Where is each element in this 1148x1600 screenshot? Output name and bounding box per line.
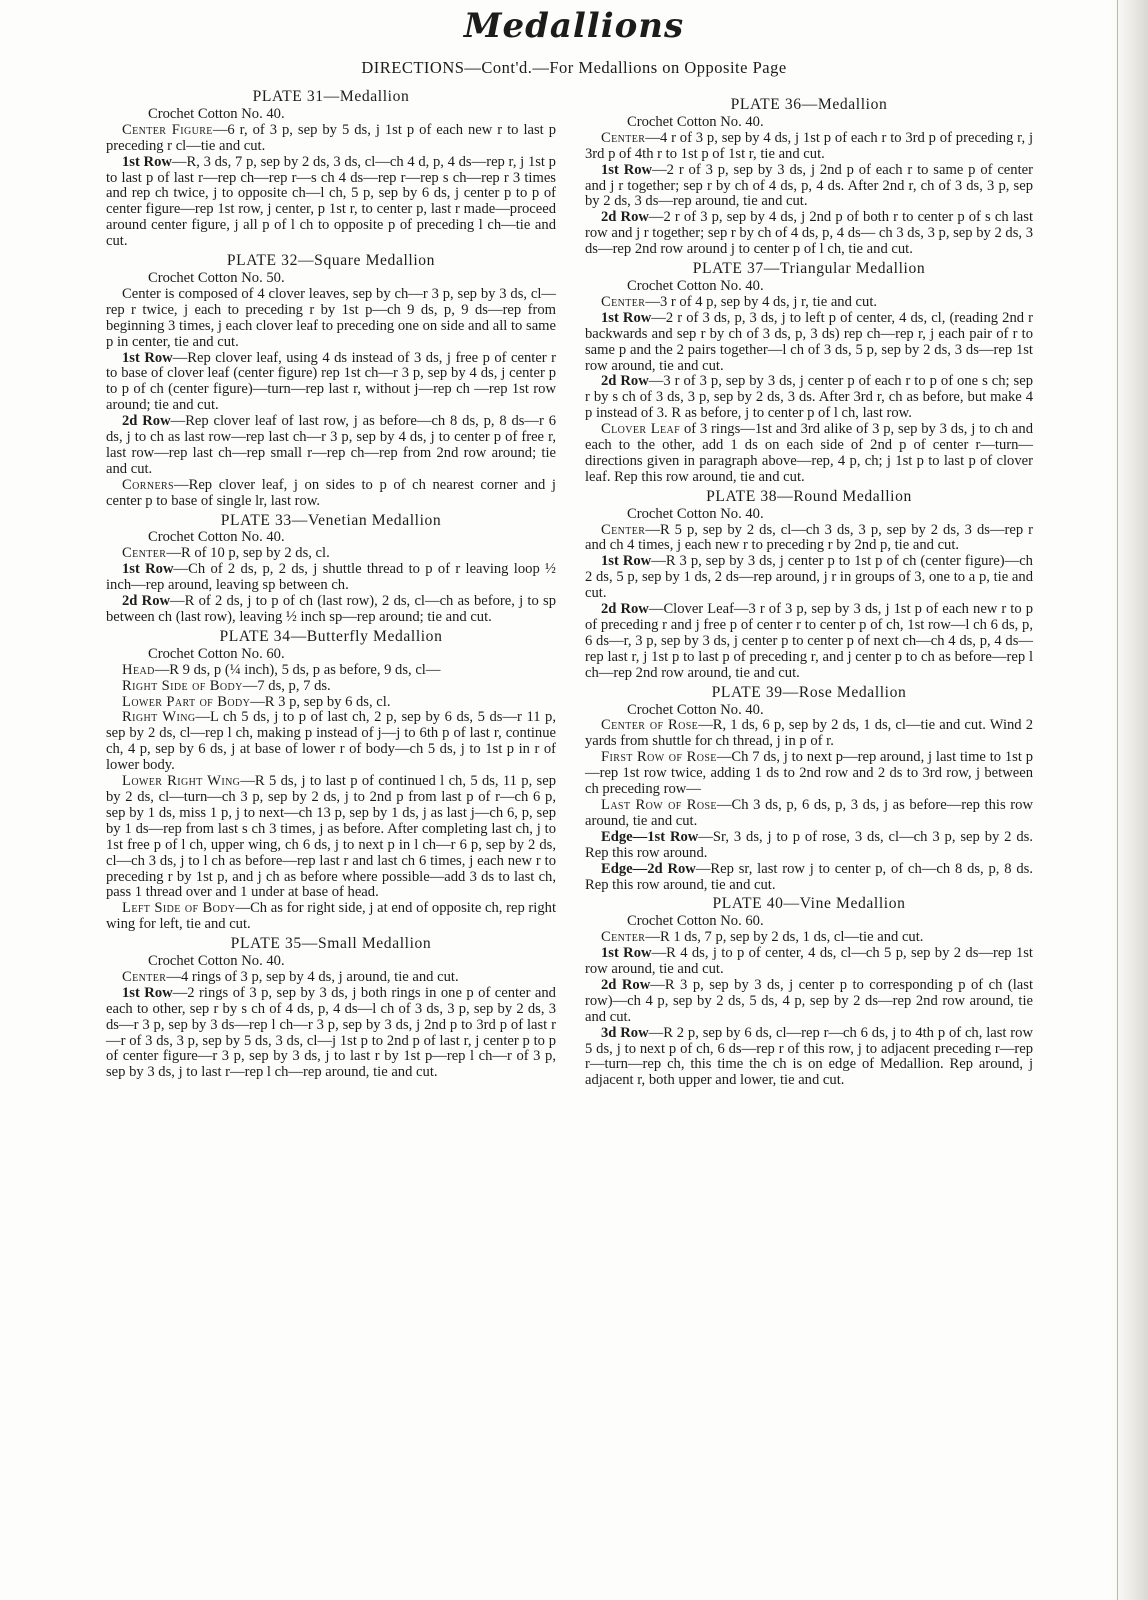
plate-section (106, 629, 556, 933)
thread-spec: Crochet Cotton No. 40. (627, 701, 764, 718)
step-text: —Rep sr, last row j to center p, of ch—ch 8 ds, p, 8 ds. Rep this row around, tie and cut. (585, 860, 1034, 893)
step-label: 1st Row (122, 984, 173, 1001)
step-label: 1st Row (601, 553, 652, 570)
instruction-paragraph (106, 663, 556, 679)
step-label: 3d Row (601, 1024, 649, 1041)
instruction-paragraph (585, 523, 1033, 555)
step-label: Center (601, 521, 646, 538)
page-title: Medallions (463, 6, 685, 46)
step-label: Edge—1st Row (601, 828, 699, 845)
plate-section (106, 89, 556, 250)
step-label: Center Figure (122, 121, 213, 138)
step-label: Right Side of Body (122, 677, 243, 694)
instruction-paragraph (585, 798, 1033, 830)
step-label: Center (601, 293, 646, 310)
instruction-paragraph (106, 986, 556, 1081)
step-label: 2d Row (601, 373, 649, 390)
step-text: —3 r of 3 p, sep by 3 ds, j center p of each r to p of one s ch; sep r by s ch of 3 ds, 3 p, sep by 2 ds, 3 ds. After 3rd r, ch as before, but make 4 p instead of 3. R as before, j to center p of l ch, last row. (585, 373, 1034, 422)
plate-section (585, 97, 1033, 258)
plate-title: PLATE 36—Medallion (730, 96, 888, 113)
step-text: —2 r of 3 ds, p, 3 ds, j to left p of center, 4 ds, cl, (reading 2nd r backwards and sep r by ch of 3 ds, p, 3 ds) rep ch—rep r, j each pair of r to same p and the 2 pairs together—l ch of 3 ds, 5 p, sep by 2 ds, 3 ds—rep 1st row around, tie and cut. (585, 309, 1033, 374)
step-text: —R 1 ds, 7 p, sep by 2 ds, 1 ds, cl—tie and cut. (645, 929, 924, 946)
step-text: —4 r of 3 p, sep by 4 ds, j 1st p of each r to 3rd p of preceding r, j 3rd p of 4th r to 1st p of 1st r, tie and cut. (585, 129, 1033, 162)
left-column (106, 86, 556, 1082)
instruction-paragraph (585, 718, 1033, 750)
instruction-paragraph (106, 901, 556, 933)
step-label: 1st Row (601, 945, 652, 962)
step-label: Last Row of Rose (601, 796, 717, 813)
instruction-paragraph (585, 295, 1033, 311)
instruction-paragraph (106, 970, 556, 986)
step-text: —Ch of 2 ds, p, 2 ds, j shuttle thread to p of r leaving loop ½ inch—rep around, leaving sp between ch. (106, 561, 556, 594)
step-text: —6 r, of 3 p, sep by 5 ds, j 1st p of each new r to last p preceding r cl—tie and cut. (106, 121, 557, 154)
step-label: Edge—2d Row (601, 860, 696, 877)
plate-title: PLATE 38—Round Medallion (706, 487, 912, 505)
instruction-paragraph (106, 774, 556, 901)
instruction-paragraph (585, 862, 1033, 894)
instruction-paragraph (585, 750, 1033, 798)
plate-section (585, 261, 1033, 486)
step-text: —7 ds, p, 7 ds. (242, 677, 331, 694)
plate-title: PLATE 37—Triangular Medallion (692, 260, 926, 278)
step-text: —3 r of 4 p, sep by 4 ds, j r, tie and cut. (645, 293, 878, 310)
step-text: —4 rings of 3 p, sep by 4 ds, j around, tie and cut. (166, 968, 459, 985)
step-text: —R 5 p, sep by 2 ds, cl—ch 3 ds, 3 p, sep by 2 ds, 3 ds—rep r and ch 4 times, j each new r to preceding r by 2nd p, tie and cut. (585, 521, 1033, 554)
step-text: —R 4 ds, j to p of center, 4 ds, cl—ch 5 p, sep by 2 ds—rep 1st row around, tie and cut. (585, 945, 1033, 978)
step-text: —2 r of 3 p, sep by 4 ds, j 2nd p of both r to center p of s ch last row and j r together; sep r by ch of 4 ds, p, 4 ds— ch 3 ds, 3 p, sep by 2 ds, 3 ds—rep 2nd row around j to center p of l ch, tie and cut. (585, 209, 1034, 258)
instruction-paragraph (106, 679, 556, 695)
instruction-paragraph (106, 594, 556, 626)
step-label: 2d Row (122, 413, 171, 430)
step-text: of 3 rings—1st and 3rd alike of 3 p, sep by 3 ds, j to ch and each to the other, add 1 ds on each side of 2nd p of center r—turn—directions given in paragraph above—rep, 4 p, ch; j 1st p to last p of clover leaf. Rep this row around, tie and cut. (585, 421, 1034, 485)
instruction-paragraph (106, 710, 556, 774)
plate-title: PLATE 35—Small Medallion (230, 935, 432, 953)
instruction-paragraph (585, 131, 1033, 163)
instruction-paragraph (106, 123, 556, 155)
step-label: 2d Row (122, 593, 171, 610)
page-edge-line (1117, 0, 1118, 1600)
step-label: Left Side of Body (122, 900, 236, 917)
step-label: 2d Row (601, 976, 651, 993)
plate-section (106, 253, 556, 510)
step-label: Right Wing (122, 709, 196, 726)
instruction-paragraph (106, 414, 556, 478)
plate-section (585, 896, 1033, 1089)
step-label: Lower Right Wing (122, 773, 241, 790)
plate-title: PLATE 31—Medallion (252, 88, 410, 105)
plate-title: PLATE 39—Rose Medallion (711, 683, 907, 701)
step-label: Head (122, 661, 155, 678)
thread-spec: Crochet Cotton No. 40. (627, 113, 764, 130)
thread-spec: Crochet Cotton No. 40. (627, 277, 764, 294)
step-label: 2d Row (601, 209, 649, 226)
instruction-paragraph (106, 546, 556, 562)
plate-title: PLATE 32—Square Medallion (226, 252, 436, 270)
step-label: Clover Leaf (601, 421, 681, 438)
instruction-paragraph (585, 163, 1033, 211)
thread-spec: Crochet Cotton No. 40. (148, 105, 285, 122)
plate-title: PLATE 33—Venetian Medallion (220, 511, 442, 529)
instruction-paragraph (585, 978, 1033, 1026)
step-text: —L ch 5 ds, j to p of last ch, 2 p, sep by 6 ds, 5 ds—r 11 p, sep by 2 ds, cl—rep l ch, making p instead of j—j to 6th p of last r, continue ch, 4 p, sep by 6 ds, j at base of lower r of body—ch 5 ds, j to 1st p in r of lower body. (106, 709, 556, 774)
step-text: —R, 1 ds, 6 p, sep by 2 ds, 1 ds, cl—tie and cut. Wind 2 yards from shuttle for ch thread, j in p of r. (585, 717, 1033, 750)
step-text: —Sr, 3 ds, j to p of rose, 3 ds, cl—ch 3 p, sep by 2 ds. Rep this row around. (585, 828, 1033, 861)
step-label: 1st Row (601, 309, 652, 326)
step-label: 1st Row (122, 561, 174, 578)
page-subtitle: DIRECTIONS—Cont'd.—For Medallions on Opposite Page (361, 58, 787, 77)
step-text: —Rep clover leaf of last row, j as before—ch 8 ds, p, 8 ds—r 6 ds, j to ch as last row—rep last ch—r 3 p, sep by 4 ds, j to center p of free r, last row—rep last ch—rep small r—rep ch—rep from 2nd row around; tie and cut. (106, 413, 556, 477)
step-label: Center (601, 129, 646, 146)
step-text: —R 3 p, sep by 3 ds, j center p to 1st p of ch (center figure)—ch 2 ds, 5 p, sep by 1 ds, 2 ds—rep around, j r in groups of 3, one to a p, tie and cut. (585, 553, 1033, 602)
step-text: —2 r of 3 p, sep by 3 ds, j 2nd p of each r to same p of center and j r together; sep r by ch of 4 ds, p, 4 ds. After 2nd r, ch of 3 ds, 3 p, sep by 2 ds, 3 ds—rep around, tie and cut. (585, 161, 1033, 210)
instruction-paragraph (106, 478, 556, 510)
step-label: 1st Row (122, 349, 173, 366)
plate-section (106, 513, 556, 626)
step-text: —Ch 3 ds, p, 6 ds, p, 3 ds, j as before—rep this row around, tie and cut. (585, 796, 1033, 829)
instruction-paragraph (585, 946, 1033, 978)
instruction-paragraph (106, 351, 556, 415)
instruction-paragraph (585, 210, 1033, 258)
instruction-paragraph (106, 155, 556, 250)
instruction-paragraph (585, 930, 1033, 946)
plate-section (106, 936, 556, 1081)
thread-spec: Crochet Cotton No. 40. (627, 505, 764, 522)
step-label: Center (122, 968, 167, 985)
step-label: Corners (122, 476, 174, 493)
step-text: Center is composed of 4 clover leaves, sep by ch—r 3 p, sep by 3 ds, cl—rep r twice, j each to preceding r by 1st p—ch 9 ds, p, 9 ds—rep from beginning 3 times, j each clover leaf to preceding one on side and all to same p in center, tie and cut. (106, 285, 556, 350)
step-label: Center (122, 545, 167, 562)
step-label: Center (601, 929, 646, 946)
instruction-paragraph (585, 554, 1033, 602)
plate-title: PLATE 40—Vine Medallion (712, 895, 906, 913)
instruction-paragraph (585, 830, 1033, 862)
instruction-paragraph (106, 562, 556, 594)
step-label: 1st Row (601, 161, 653, 178)
instruction-paragraph (106, 287, 556, 351)
step-label: Center of Rose (601, 717, 699, 734)
step-text: —R 3 p, sep by 3 ds, j center p to corresponding p of ch (last row)—ch 4 p, sep by 2 ds, 5 ds, 4 p, sep by 2 ds—rep 2nd row around, tie and cut. (585, 976, 1034, 1025)
instruction-paragraph (106, 695, 556, 711)
step-text: —R of 10 p, sep by 2 ds, cl. (166, 545, 330, 562)
plate-title: PLATE 34—Butterfly Medallion (219, 627, 443, 645)
instruction-paragraph (585, 374, 1033, 422)
step-text: —R 9 ds, p (¼ inch), 5 ds, p as before, 9 ds, cl— (154, 661, 441, 678)
step-text: —R 2 p, sep by 6 ds, cl—rep r—ch 6 ds, j to 4th p of ch, last row 5 ds, j to next p of ch, 6 ds—rep r of this row, j to adjacent preceding r—rep r—turn—rep ch, this time the ch is on edge of Medallion. Rep around, j adjacent r, both upper and lower, tie and cut. (585, 1024, 1033, 1089)
step-text: —Clover Leaf—3 r of 3 p, sep by 3 ds, j 1st p of each new r to p of preceding r and j free p of center r to center p of ch, 1st row—l ch 6 ds, p, 6 ds—r, 3 p, sep by 3 ds, j center p to center p of next ch—ch 4 ds, p, 4 ds—rep last r, j 1st p to last p of preceding r, and j center p to ch as before—rep l ch—rep 2nd row around, tie and cut. (585, 601, 1033, 681)
plate-section (585, 685, 1033, 894)
step-text: —Ch as for right side, j at end of opposite ch, rep right wing for left, tie and cut. (106, 900, 556, 933)
step-text: —R, 3 ds, 7 p, sep by 2 ds, 3 ds, cl—ch 4 d, p, 4 ds—rep r, j 1st p to last p of last r—rep ch—rep r—s ch 4 ds—rep r—rep s ch—rep r 3 times and rep ch twice, j to opposite ch—l ch, 5 p, sep by 6 ds, j center p to p of center figure—rep 1st row, j center, p 1st r, to center p, last r made—proceed around center figure, j all p of l ch to opposite p of preceding l ch—tie and cut. (106, 153, 556, 250)
thread-spec: Crochet Cotton No. 50. (148, 269, 285, 286)
thread-spec: Crochet Cotton No. 60. (627, 913, 764, 930)
instruction-paragraph (585, 311, 1033, 375)
step-text: —2 rings of 3 p, sep by 3 ds, j both rings in one p of center and each to other, sep r by s ch of 4 ds, p, 4 ds—l ch of 3 ds, 3 p, sep by 2 ds, 3 ds—r 3 p, sep by 3 ds—rep l ch—r 3 p, sep by 3 ds, j 2nd p to 3rd p of last r—r of 3 ds, 3 p, sep by 5 ds, 3 ds, cl—j 1st p to 2nd p of last r, j center p to p of center figure—r 3 p, sep by 3 ds, j to last r by 1st p—rep l ch—r of 3 p, sep by 3 ds, j to last r—rep l ch—rep around, tie and cut. (106, 984, 556, 1081)
thread-spec: Crochet Cotton No. 40. (148, 953, 285, 970)
instruction-paragraph (585, 422, 1033, 486)
step-label: 1st Row (122, 153, 172, 170)
step-text: —R of 2 ds, j to p of ch (last row), 2 ds, cl—ch as before, j to sp between ch (last row), leaving ½ inch sp—rep around; tie and cut. (106, 593, 556, 625)
plate-section (585, 489, 1033, 682)
step-text: —R 5 ds, j to last p of continued l ch, 5 ds, 11 p, sep by 2 ds, cl—turn—ch 3 p, sep by 2 ds, j to 2nd p from last p of r—ch 6 p, sep by 1 ds, miss 1 p, j to next—ch 13 p, sep by 1 ds, j as last j—ch 6, p, sep by 1 ds—rep from last s ch 3 times, j as before. After completing last ch, j to 1st free p of l ch, upper wing, ch 6 ds, j to next p in l ch—r 6 p, sep by 2 ds, cl—ch 3 ds, j to l ch as before—rep last r and last ch 6 times, j each new r to preceding r by 1st p, and j ch as before where possible—add 3 ds to last ch, pass 1 thread over and 1 under at base of head. (106, 773, 557, 901)
instruction-paragraph (585, 602, 1033, 682)
thread-spec: Crochet Cotton No. 40. (148, 529, 285, 546)
right-column (585, 94, 1033, 1090)
step-label: First Row of Rose (601, 749, 717, 766)
step-text: —Rep clover leaf, j on sides to p of ch nearest corner and j center p to base of single lr, last row. (106, 476, 556, 509)
step-label: Lower Part of Body (122, 693, 251, 710)
instruction-paragraph (585, 1026, 1033, 1090)
step-text: —Rep clover leaf, using 4 ds instead of 3 ds, j free p of center r to base of clover leaf (center figure) rep 1st ch—r 3 p, sep by 4 ds, j center p to p of ch (center figure)—turn—rep last r, without j—rep ch —rep 1st row around; tie and cut. (106, 349, 556, 414)
step-text: —Ch 7 ds, j to next p—rep around, j last time to 1st p—rep 1st row twice, adding 1 ds to 2nd row and 2 ds to 3rd row, j between ch preceding row— (585, 749, 1033, 798)
step-text: —R 3 p, sep by 6 ds, cl. (250, 693, 391, 710)
thread-spec: Crochet Cotton No. 60. (148, 645, 285, 662)
step-label: 2d Row (601, 601, 649, 618)
